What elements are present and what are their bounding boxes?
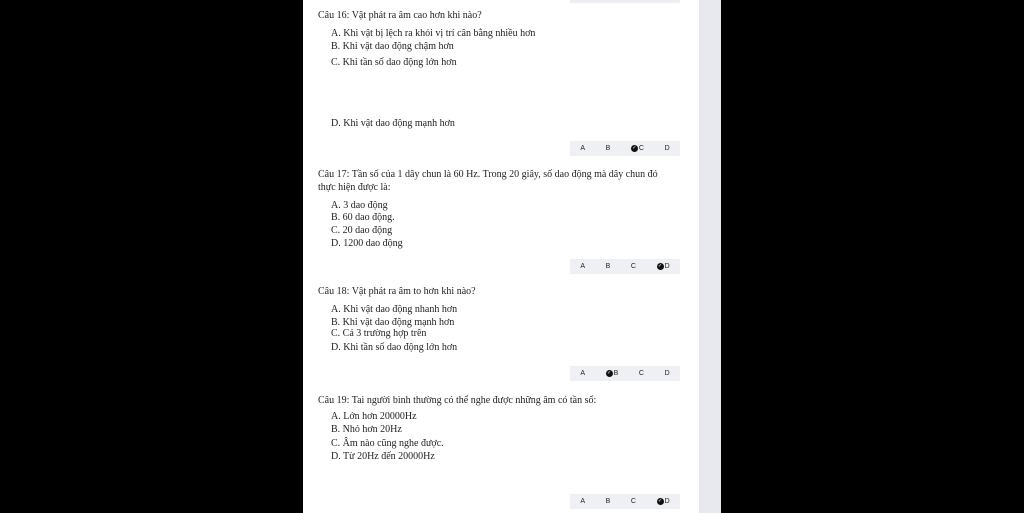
answer-choice-b[interactable] [606, 370, 619, 377]
answer-label: A [580, 145, 585, 152]
answer-label: B [605, 145, 611, 152]
answer-label: C [638, 145, 644, 152]
scrollbar-track[interactable] [699, 0, 721, 513]
option-b: B. Nhỏ hơn 20Hz [331, 424, 402, 435]
answer-label: C [630, 498, 636, 505]
option-d: D. 1200 dao động [331, 238, 403, 249]
question-stem: Câu 17: Tần số của 1 dây chun là 60 Hz. Trong 20 giây, số dao động mà dây chun đó thực hiện được là: [318, 169, 658, 193]
answer-bar [570, 494, 680, 509]
option-c: C. Âm nào cũng nghe được. [331, 438, 444, 449]
answer-label: D [664, 498, 670, 505]
option-c: C. 20 dao động [331, 225, 393, 236]
answer-label: B [613, 370, 619, 377]
option-d: D. Từ 20Hz đến 20000Hz [331, 451, 435, 462]
answer-choice-d[interactable] [665, 370, 670, 377]
answer-choice-a[interactable] [580, 370, 585, 377]
answer-choice-a[interactable] [580, 145, 585, 152]
option-c: C. Khi tần số dao động lớn hơn [331, 57, 457, 68]
option-a: A. Lớn hơn 20000Hz [331, 411, 417, 422]
answer-choice-c[interactable] [639, 370, 644, 377]
answer-label: C [630, 263, 636, 270]
answer-choice-d[interactable] [657, 498, 670, 505]
question-stem: Câu 16: Vật phát ra âm cao hơn khi nào? [318, 10, 482, 21]
answer-choice-c[interactable] [631, 145, 644, 152]
question-stem: Câu 18: Vật phát ra âm to hơn khi nào? [318, 286, 476, 297]
answer-choice-b[interactable] [606, 145, 611, 152]
answer-label: D [664, 145, 670, 152]
option-b: B. Khi vật dao động chậm hơn [331, 41, 454, 52]
option-a: A. 3 dao động [331, 200, 388, 211]
answer-label: B [605, 263, 611, 270]
answer-choice-c[interactable] [631, 498, 636, 505]
answer-bar [570, 141, 680, 156]
answer-choice-a[interactable] [580, 498, 585, 505]
answer-label: D [664, 263, 670, 270]
option-a: A. Khi vật bị lệch ra khỏi vị trí cân bằng nhiều hơn [331, 28, 536, 39]
quiz-page [303, 0, 699, 513]
check-icon: ✓ [607, 370, 612, 376]
question-stem: Câu 19: Tai người bình thường có thể nghe được những âm có tần số: [318, 395, 597, 406]
answer-label: D [664, 370, 670, 377]
answer-label: A [580, 263, 585, 270]
check-icon: ✓ [657, 263, 663, 269]
answer-bar [570, 259, 680, 274]
answer-choice-d[interactable] [665, 145, 670, 152]
answer-bar-previous [570, 0, 680, 3]
answer-choice-b[interactable] [606, 263, 611, 270]
check-icon: ✓ [657, 498, 663, 504]
answer-choice-a[interactable] [580, 263, 585, 270]
answer-label: C [638, 370, 644, 377]
option-b: B. Khi vật dao động mạnh hơn [331, 317, 455, 328]
answer-label: B [605, 498, 611, 505]
option-c: C. Cả 3 trường hợp trên [331, 328, 427, 339]
option-a: A. Khi vật dao động nhanh hơn [331, 304, 458, 315]
option-d: D. Khi tần số dao động lớn hơn [331, 342, 458, 353]
check-icon: ✓ [632, 145, 637, 151]
answer-choice-c[interactable] [631, 263, 636, 270]
answer-choice-d[interactable] [657, 263, 670, 270]
answer-bar [570, 366, 680, 381]
answer-choice-b[interactable] [606, 498, 611, 505]
answer-label: A [580, 370, 585, 377]
option-b: B. 60 dao động. [331, 212, 395, 223]
answer-label: A [580, 498, 585, 505]
option-d: D. Khi vật dao động mạnh hơn [331, 118, 455, 129]
